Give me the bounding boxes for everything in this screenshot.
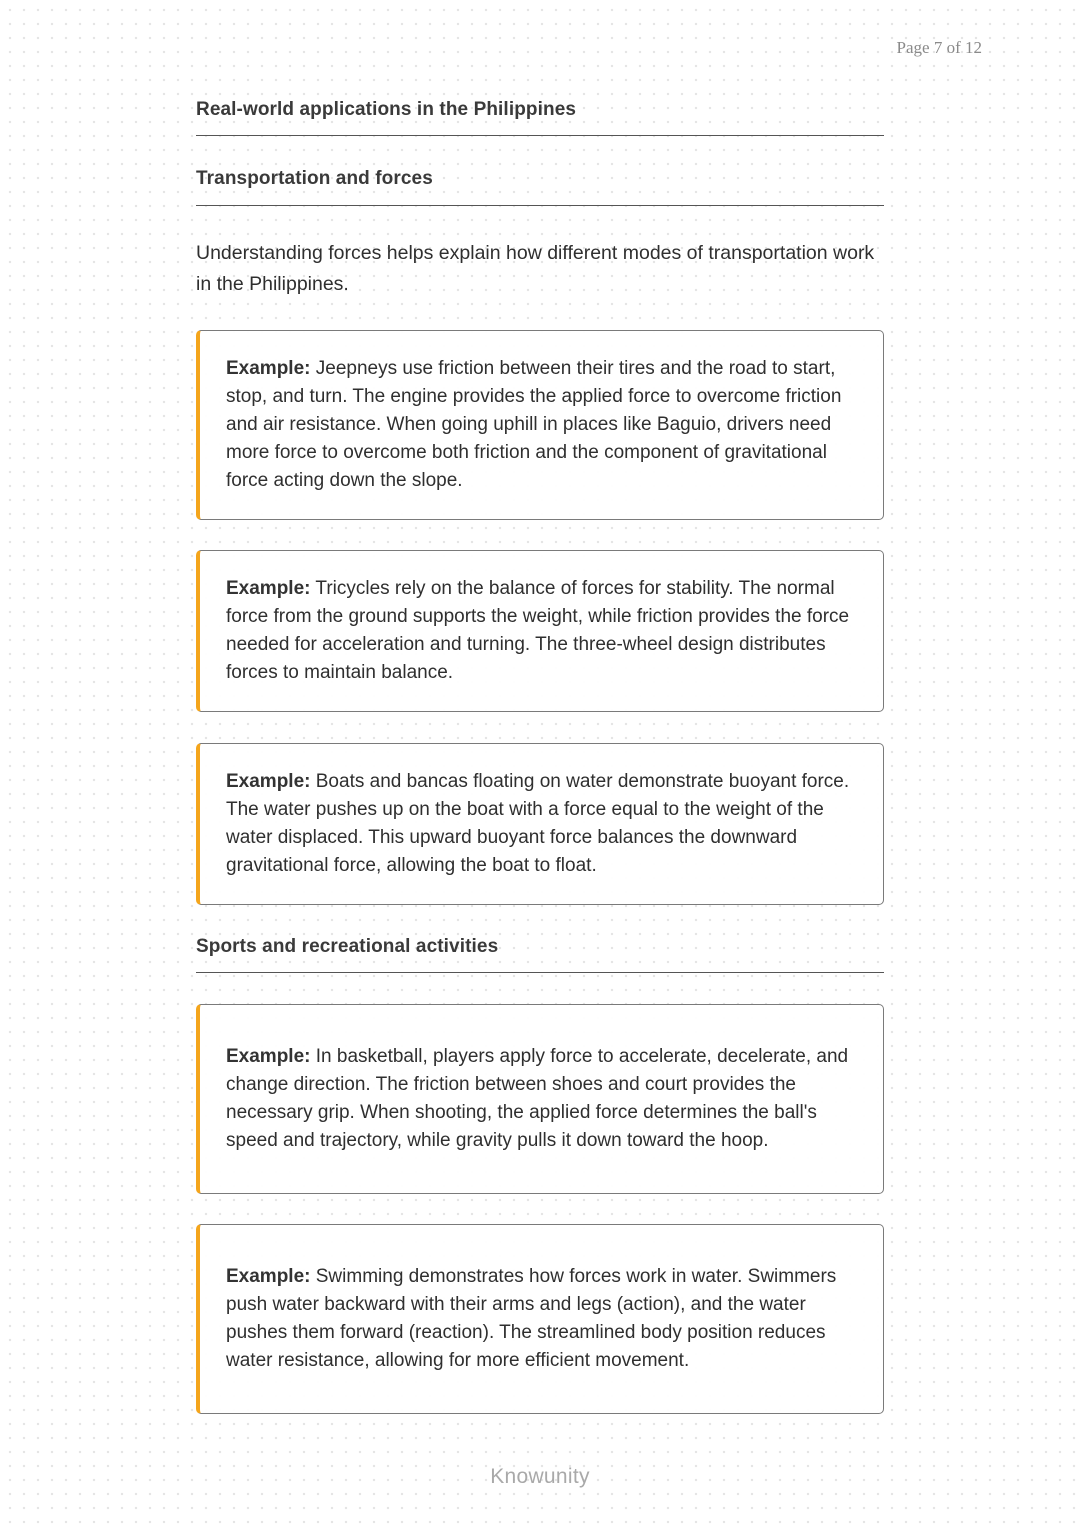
example-text [226,575,863,687]
example-box-jeepney [196,330,884,520]
knowunity-watermark: Knowunity [490,1465,590,1488]
example-box-swimming [196,1224,884,1414]
example-label: Example: [226,358,311,379]
page-number: Page 7 of 12 [896,38,982,57]
example-text [226,1043,863,1155]
example-label: Example: [226,771,311,792]
example-body: Boats and bancas floating on water demonstrate buoyant force. The water pushes up on the boat with a force equal to the weight of the water displaced. This upward buoyant force balances the downward gravitational force, allowing the boat to float. [226,771,850,876]
example-body: Tricycles rely on the balance of forces for stability. The normal force from the ground supports the weight, while friction provides the force needed for acceleration and turning. The three-wheel design distributes forces to maintain balance. [226,578,850,683]
example-label: Example: [226,1046,311,1067]
sports-divider [196,972,884,973]
transportation-divider [196,205,884,206]
transportation-intro: Understanding forces helps explain how different modes of transportation work in the Philippines. [196,242,875,295]
example-body: Swimming demonstrates how forces work in water. Swimmers push water backward with their arms and legs (action), and the water pushes them forward (reaction). The streamlined body position reduces water resistance, allowing for more efficient movement. [226,1266,837,1371]
example-text [226,355,863,495]
example-text [226,768,863,880]
transportation-heading: Transportation and forces [196,168,433,189]
example-body: In basketball, players apply force to accelerate, decelerate, and change direction. The friction between shoes and court provides the necessary grip. When shooting, the applied force determines the ball's speed and trajectory, while gravity pulls it down toward the hoop. [226,1046,849,1151]
example-label: Example: [226,1266,311,1287]
sports-heading: Sports and recreational activities [196,936,499,957]
example-body: Jeepneys use friction between their tires and the road to start, stop, and turn. The engine provides the applied force to overcome friction and air resistance. When going uphill in places like Baguio, drivers need more force to overcome both friction and the component of gravitational force acting down the slope. [226,358,842,491]
section-heading: Real-world applications in the Philippines [196,99,577,120]
example-box-boats [196,743,884,905]
example-label: Example: [226,578,311,599]
example-box-tricycle [196,550,884,712]
example-text [226,1263,863,1375]
section-divider [196,135,884,136]
example-box-basketball [196,1004,884,1194]
